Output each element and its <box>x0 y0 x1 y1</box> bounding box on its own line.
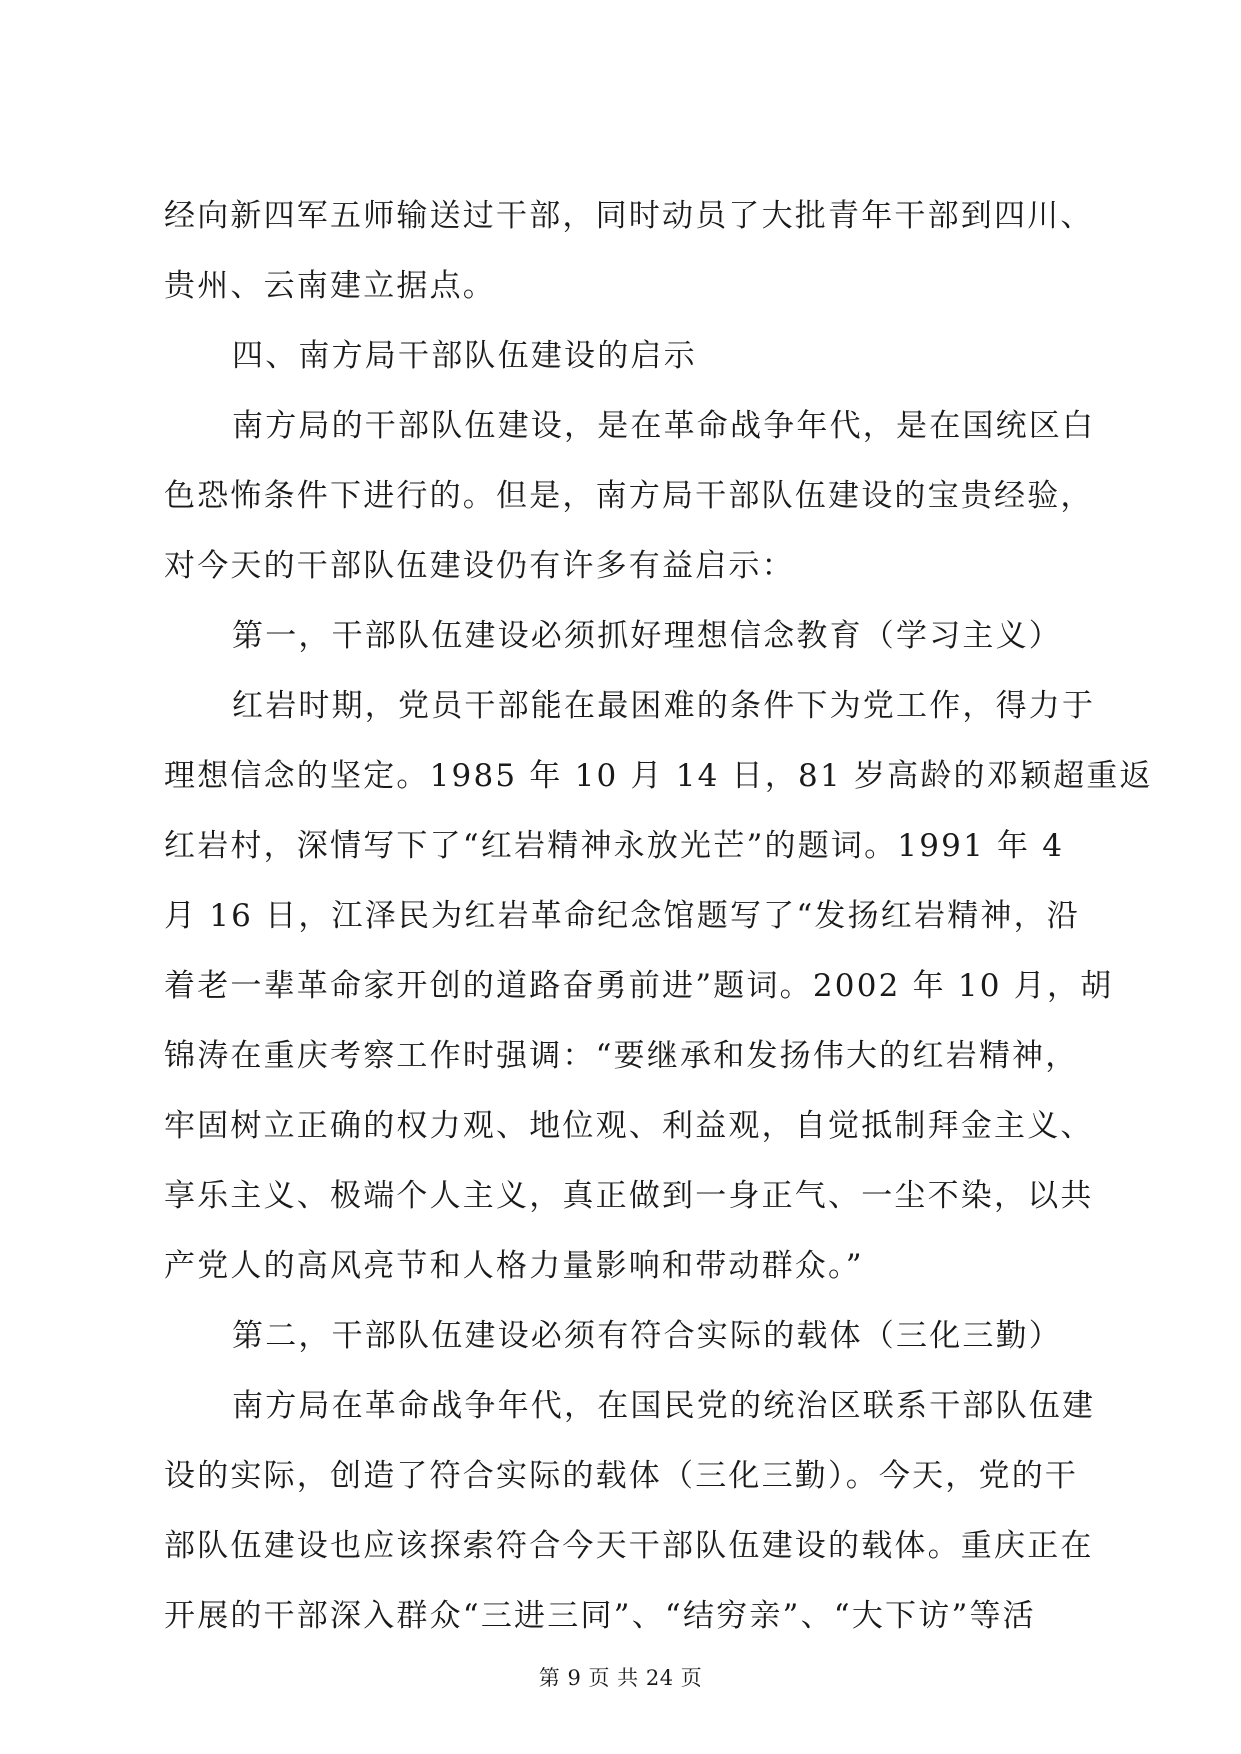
subheading-second: 第二，干部队伍建设必须有符合实际的载体（三化三勤） <box>232 1318 1062 1354</box>
text-line-1: 经向新四军五师输送过干部，同时动员了大批青年干部到四川、 <box>164 198 1094 234</box>
text-line-6: 对今天的干部队伍建设仍有许多有益启示： <box>164 548 795 584</box>
text-line-12: 着老一辈革命家开创的道路奋勇前进”题词。2002 年 10 月，胡 <box>164 968 1114 1004</box>
text-line-18: 南方局在革命战争年代，在国民党的统治区联系干部队伍建 <box>232 1388 1096 1424</box>
text-line-10: 红岩村，深情写下了“红岩精神永放光芒”的题词。1991 年 4 <box>164 828 1065 864</box>
subheading-first: 第一，干部队伍建设必须抓好理想信念教育（学习主义） <box>232 618 1062 654</box>
text-line-5: 色恐怖条件下进行的。但是，南方局干部队伍建设的宝贵经验， <box>164 478 1094 514</box>
text-line-20: 部队伍建设也应该探索符合今天干部队伍建设的载体。重庆正在 <box>164 1528 1094 1564</box>
text-line-19: 设的实际，创造了符合实际的载体（三化三勤）。今天，党的干 <box>164 1458 1079 1494</box>
text-line-16: 产党人的高风亮节和人格力量影响和带动群众。” <box>164 1248 864 1284</box>
text-line-2: 贵州、云南建立据点。 <box>164 268 496 304</box>
text-line-13: 锦涛在重庆考察工作时强调：“要继承和发扬伟大的红岩精神， <box>164 1038 1079 1074</box>
text-line-14: 牢固树立正确的权力观、地位观、利益观，自觉抵制拜金主义、 <box>164 1108 1094 1144</box>
text-line-9: 理想信念的坚定。1985 年 10 月 14 日，81 岁高龄的邓颖超重返 <box>164 758 1153 794</box>
text-line-21: 开展的干部深入群众“三进三同”、“结穷亲”、“大下访”等活 <box>164 1598 1036 1634</box>
text-line-11: 月 16 日，江泽民为红岩革命纪念馆题写了“发扬红岩精神，沿 <box>164 898 1080 934</box>
section-heading-4: 四、南方局干部队伍建设的启示 <box>232 338 697 374</box>
text-line-15: 享乐主义、极端个人主义，真正做到一身正气、一尘不染，以共 <box>164 1178 1094 1214</box>
text-line-4: 南方局的干部队伍建设，是在革命战争年代，是在国统区白 <box>232 408 1096 444</box>
text-line-8: 红岩时期，党员干部能在最困难的条件下为党工作，得力于 <box>232 688 1096 724</box>
page-number-footer: 第 9 页 共 24 页 <box>538 1666 703 1690</box>
